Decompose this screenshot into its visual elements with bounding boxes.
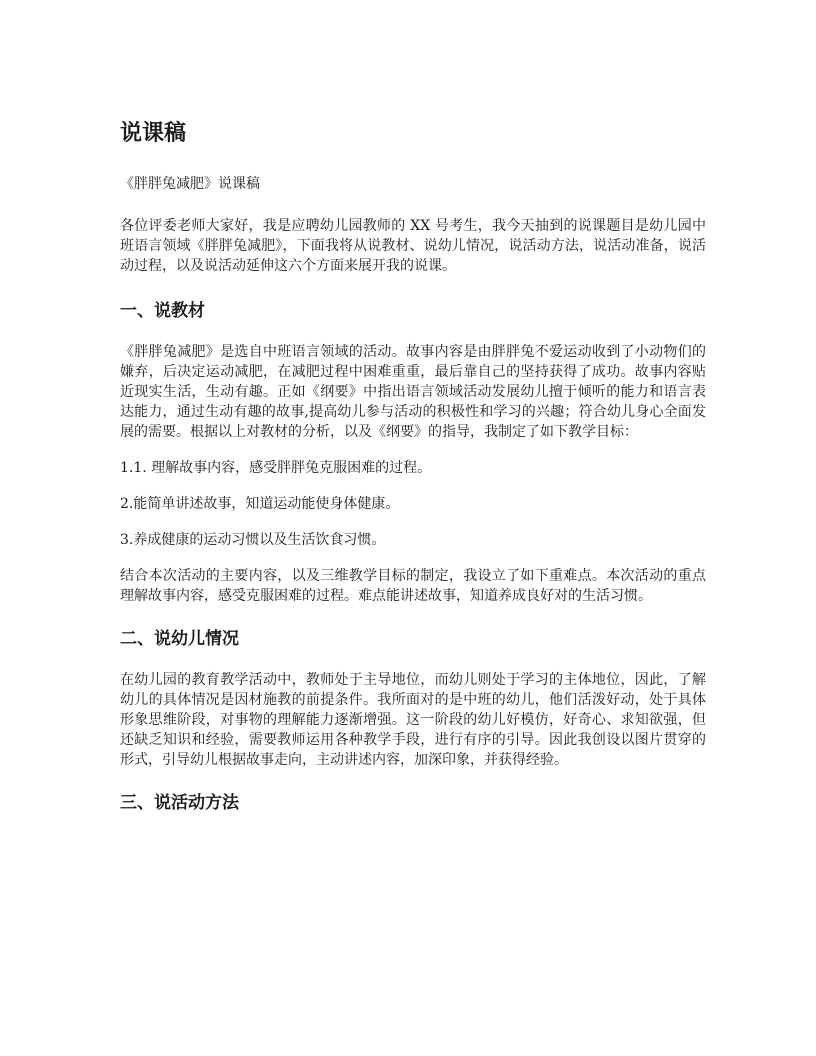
section-heading-textbook: 一、说教材 (120, 301, 205, 321)
intro-paragraph: 各位评委老师大家好，我是应聘幼儿园教师的 XX 号考生，我今天抽到的说课题目是幼儿园中班语言领域《胖胖兔减肥》，下面我将从说教材、说幼儿情况，说活动方法，说活动准备，说活动过程，以及说活动延伸这六个方面来展开我的说课。 (120, 218, 706, 274)
section-heading-methods: 三、说活动方法 (120, 793, 239, 813)
goal-item-3: 3.养成健康的运动习惯以及生活饮食习惯。 (120, 532, 386, 548)
document-page (120, 118, 706, 834)
key-points-paragraph: 结合本次活动的主要内容，以及三维教学目标的制定，我设立了如下重难点。本次活动的重点理解故事内容，感受克服困难的过程。难点能讲述故事，知道养成良好对的生活习惯。 (120, 568, 706, 604)
page-title: 说课稿 (120, 121, 187, 146)
goal-item-1: 1.1. 理解故事内容，感受胖胖兔克服困难的过程。 (120, 460, 432, 476)
section-heading-children: 二、说幼儿情况 (120, 629, 239, 649)
textbook-paragraph: 《胖胖兔减肥》是选自中班语言领域的活动。故事内容是由胖胖兔不爱运动收到了小动物们的嫌弃，后决定运动减肥，在减肥过程中困难重重，最后靠自己的坚持获得了成功。故事内容贴近现实生活，生动有趣。正如《纲要》中指出语言领域活动发展幼儿擅于倾听的能力和语言表达能力，通过生动有趣的故事,提高幼儿参与活动的积极性和学习的兴趣；符合幼儿身心全面发展的需要。根据以上对教材的分析，以及《纲要》的指导，我制定了如下教学目标： (120, 344, 706, 440)
document-subtitle: 《胖胖兔减肥》说课稿 (120, 176, 260, 192)
children-paragraph: 在幼儿园的教育教学活动中，教师处于主导地位，而幼儿则处于学习的主体地位，因此，了解幼儿的具体情况是因材施教的前提条件。我所面对的是中班的幼儿，他们活泼好动，处于具体形象思维阶段，对事物的理解能力逐渐增强。这一阶段的幼儿好模仿，好奇心、求知欲强，但还缺乏知识和经验，需要教师运用各种教学手段，进行有序的引导。因此我创设以图片贯穿的形式，引导幼儿根据故事走向，主动讲述内容，加深印象，并获得经验。 (120, 672, 706, 768)
goal-item-2: 2.能简单讲述故事，知道运动能使身体健康。 (120, 496, 400, 512)
